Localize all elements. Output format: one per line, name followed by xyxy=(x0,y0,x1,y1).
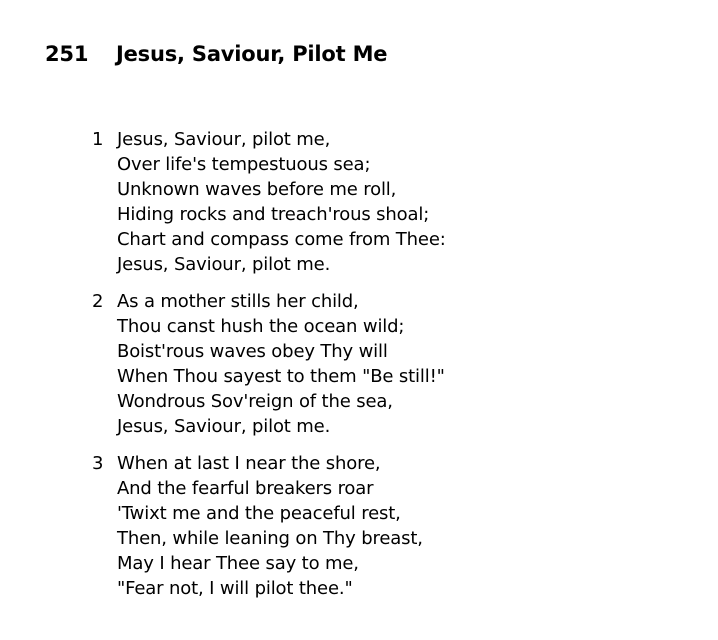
verse-line: "Fear not, I will pilot thee." xyxy=(117,578,353,599)
verse-number: 2 xyxy=(92,291,104,312)
hymn-number: 251 xyxy=(45,42,89,66)
verse-line: Hiding rocks and treach'rous shoal; xyxy=(117,204,430,225)
verse-line: 'Twixt me and the peaceful rest, xyxy=(117,503,401,524)
verse-line: Thou canst hush the ocean wild; xyxy=(117,316,405,337)
verse-line: May I hear Thee say to me, xyxy=(117,553,359,574)
verse-line: Jesus, Saviour, pilot me. xyxy=(117,416,331,437)
verse-line: When at last I near the shore, xyxy=(117,453,381,474)
hymn-header xyxy=(45,42,387,66)
verse-2 xyxy=(92,289,446,439)
verse-line: Wondrous Sov'reign of the sea, xyxy=(117,391,393,412)
verse-line: Then, while leaning on Thy breast, xyxy=(117,528,423,549)
verse-1 xyxy=(92,127,446,277)
verse-line: Unknown waves before me roll, xyxy=(117,179,397,200)
verse-line: When Thou sayest to them "Be still!" xyxy=(117,366,445,387)
verse-line: And the fearful breakers roar xyxy=(117,478,374,499)
verse-line: Jesus, Saviour, pilot me, xyxy=(117,129,331,150)
verse-line: Jesus, Saviour, pilot me. xyxy=(117,254,331,275)
verse-line: Over life's tempestuous sea; xyxy=(117,154,371,175)
verse-line: Boist'rous waves obey Thy will xyxy=(117,341,388,362)
verse-number: 3 xyxy=(92,453,104,474)
verses xyxy=(92,127,446,613)
hymn-title: Jesus, Saviour, Pilot Me xyxy=(116,42,388,66)
verse-number: 1 xyxy=(92,129,104,150)
verse-line: Chart and compass come from Thee: xyxy=(117,229,446,250)
verse-line: As a mother stills her child, xyxy=(117,291,359,312)
verse-3 xyxy=(92,451,446,601)
